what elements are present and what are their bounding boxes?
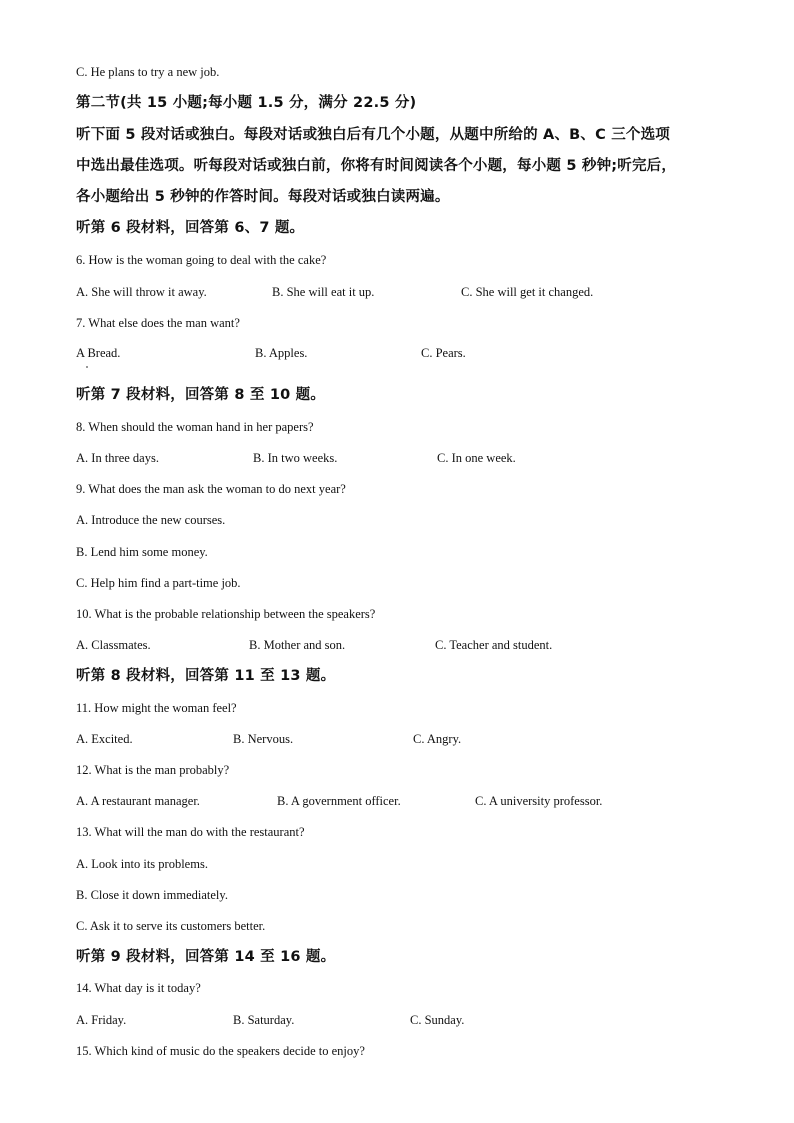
- section-title: 第二节(共 15 小题;每小题 1.5 分，满分 22.5 分): [76, 95, 417, 111]
- q11-option-c: C. Angry.: [413, 732, 462, 746]
- material-9-heading: 听第 9 段材料，回答第 14 至 16 题。: [76, 949, 336, 965]
- q7-option-a: A Bread.: [76, 346, 121, 360]
- q12-option-b: B. A government officer.: [277, 794, 401, 808]
- question-11: 11. How might the woman feel?: [76, 701, 237, 715]
- instructions-line-3: 各小题给出 5 秒钟的作答时间。每段对话或独白读两遍。: [76, 189, 450, 205]
- question-15: 15. Which kind of music do the speakers decide to enjoy?: [76, 1044, 365, 1058]
- q10-option-a: A. Classmates.: [76, 638, 151, 652]
- q9-option-c: C. Help him find a part-time job.: [76, 576, 241, 590]
- q6-option-c: C. She will get it changed.: [461, 285, 594, 299]
- q6-option-a: A. She will throw it away.: [76, 285, 207, 299]
- q6-option-b: B. She will eat it up.: [272, 285, 375, 299]
- question-12: 12. What is the man probably?: [76, 763, 230, 777]
- material-6-heading: 听第 6 段材料，回答第 6、7 题。: [76, 220, 305, 236]
- question-6: 6. How is the woman going to deal with the cake?: [76, 253, 327, 267]
- q13-option-c: C. Ask it to serve its customers better.: [76, 919, 266, 933]
- q7-option-b: B. Apples.: [255, 346, 308, 360]
- question-13: 13. What will the man do with the restaurant?: [76, 825, 305, 839]
- q5-option-c: C. He plans to try a new job.: [76, 65, 220, 79]
- q8-option-a: A. In three days.: [76, 451, 159, 465]
- question-8: 8. When should the woman hand in her papers?: [76, 420, 314, 434]
- q7-option-c: C. Pears.: [421, 346, 466, 360]
- q11-option-a: A. Excited.: [76, 732, 133, 746]
- q8-option-b: B. In two weeks.: [253, 451, 338, 465]
- q12-option-c: C. A university professor.: [475, 794, 603, 808]
- q10-option-c: C. Teacher and student.: [435, 638, 553, 652]
- q9-option-b: B. Lend him some money.: [76, 545, 208, 559]
- material-8-heading: 听第 8 段材料，回答第 11 至 13 题。: [76, 668, 336, 684]
- question-9: 9. What does the man ask the woman to do next year?: [76, 482, 346, 496]
- q9-option-a: A. Introduce the new courses.: [76, 513, 226, 527]
- question-10: 10. What is the probable relationship between the speakers?: [76, 607, 376, 621]
- q13-option-b: B. Close it down immediately.: [76, 888, 228, 902]
- question-7: 7. What else does the man want?: [76, 316, 240, 330]
- q14-option-b: B. Saturday.: [233, 1013, 295, 1027]
- q8-option-c: C. In one week.: [437, 451, 516, 465]
- instructions-line-1: 听下面 5 段对话或独白。每段对话或独白后有几个小题，从题中所给的 A、B、C 三个选项: [76, 127, 670, 143]
- q12-option-a: A. A restaurant manager.: [76, 794, 200, 808]
- q11-option-b: B. Nervous.: [233, 732, 294, 746]
- material-7-heading: 听第 7 段材料，回答第 8 至 10 题。: [76, 387, 326, 403]
- q14-option-c: C. Sunday.: [410, 1013, 465, 1027]
- stray-dot-mark: [86, 366, 88, 368]
- q10-option-b: B. Mother and son.: [249, 638, 346, 652]
- q13-option-a: A. Look into its problems.: [76, 857, 208, 871]
- instructions-line-2: 中选出最佳选项。听每段对话或独白前，你将有时间阅读各个小题，每小题 5 秒钟;听完后，: [76, 158, 677, 174]
- q14-option-a: A. Friday.: [76, 1013, 127, 1027]
- question-14: 14. What day is it today?: [76, 981, 201, 995]
